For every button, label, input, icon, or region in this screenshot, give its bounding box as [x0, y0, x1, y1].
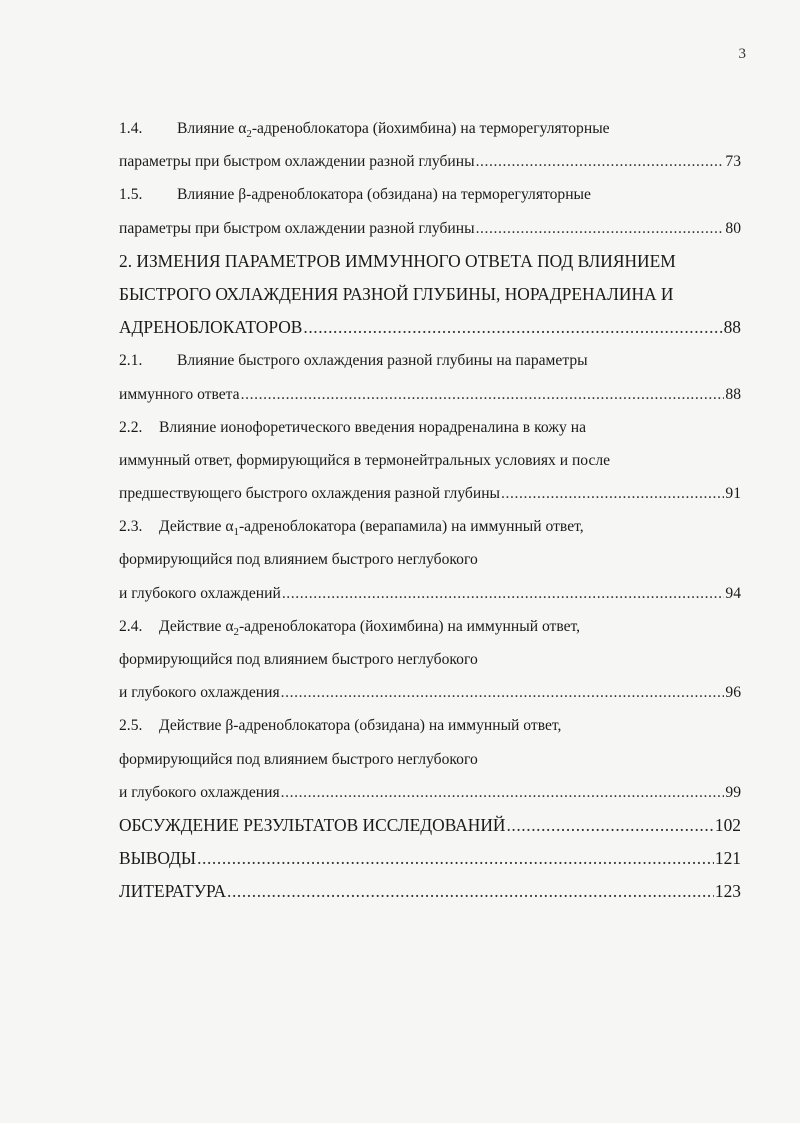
page-ref: 121 [714, 848, 741, 869]
section-title-part: -адреноблокатора (йохимбина) на терморегуляторные [251, 120, 610, 137]
section-title-cont: и глубокого охлаждений [119, 584, 281, 602]
page-ref: 80 [725, 219, 741, 237]
discussion-title: ОБСУЖДЕНИЕ РЕЗУЛЬТАТОВ ИССЛЕДОВАНИЙ [119, 814, 506, 835]
page-ref: 96 [725, 684, 741, 702]
toc-entry-2-5-line3 [119, 776, 741, 809]
subscript: 2 [233, 625, 239, 638]
toc-entry-2-2-line3 [119, 477, 741, 510]
toc-entry-2-4-line2: формирующийся под влиянием быстрого неглубокого [119, 651, 478, 668]
section-title-cont: и глубокого охлаждения [119, 684, 280, 702]
section-title-cont: предшествующего быстрого охлаждения разной глубины [119, 485, 501, 503]
section-number: 1.4. [119, 120, 143, 137]
section-number: 1.5. [119, 186, 143, 204]
section-title-part: -адреноблокатора (йохимбина) на иммунный ответ, [238, 617, 581, 635]
section-title-cont: иммунного ответа [119, 385, 240, 403]
toc-entry-2-4-line1 [119, 610, 741, 643]
page-ref: 123 [714, 881, 741, 902]
toc-entry-2-3-line2: формирующийся под влиянием быстрого неглубокого [119, 551, 478, 569]
page-ref: 88 [723, 317, 741, 338]
section-title: Влияние β-адреноблокатора (обзидана) на терморегуляторные [177, 186, 591, 204]
toc-entry-1-4-line2 [119, 145, 741, 178]
dot-leader [501, 477, 724, 510]
subscript: 1 [233, 526, 239, 539]
toc-entry-2-2-line2: иммунный ответ, формирующийся в термонейтральных условиях и после [119, 451, 611, 469]
section-title-cont: параметры при быстром охлаждении разной глубины [119, 153, 475, 171]
page-ref: 102 [714, 814, 741, 835]
toc-entry-1-5-line1 [119, 178, 741, 211]
subscript: 2 [246, 128, 252, 141]
dot-leader [281, 676, 725, 709]
section-number: 2.4. [119, 617, 143, 635]
toc-entry-2-4-line3 [119, 676, 741, 709]
section-title: Влияние ионофоретического введения норадреналина в кожу на [159, 418, 586, 436]
toc-chapter-2-line2: БЫСТРОГО ОХЛАЖДЕНИЯ РАЗНОЙ ГЛУБИНЫ, НОРАДРЕНАЛИНА И [119, 283, 674, 304]
toc-chapter-2-line1: 2. ИЗМЕНИЯ ПАРАМЕТРОВ ИММУННОГО ОТВЕТА ПОД ВЛИЯНИЕМ [119, 250, 676, 271]
page-ref: 94 [725, 584, 741, 602]
section-title-cont: и глубокого охлаждения [119, 783, 280, 801]
toc-entry-2-5-line2: формирующийся под влиянием быстрого неглубокого [119, 750, 478, 768]
conclusions-title: ВЫВОДЫ [119, 848, 197, 869]
dot-leader [227, 875, 714, 908]
page-ref: 91 [725, 485, 741, 503]
section-title: Действие β-адреноблокатора (обзидана) на иммунный ответ, [159, 717, 562, 735]
dot-leader [476, 145, 725, 178]
page-ref: 99 [725, 783, 741, 801]
toc-entry-2-1-line1 [119, 344, 741, 377]
section-number: 2.2. [119, 418, 143, 436]
section-number: 2.1. [119, 352, 143, 370]
literature-title: ЛИТЕРАТУРА [119, 881, 227, 902]
toc-entry-2-3-line3 [119, 577, 741, 610]
section-title-cont: параметры при быстром охлаждении разной глубины [119, 219, 475, 237]
dot-leader [506, 809, 713, 842]
toc-literature [119, 875, 741, 908]
section-number: 2.5. [119, 717, 143, 735]
dot-leader [476, 212, 725, 245]
section-title-part: Влияние α [177, 120, 247, 137]
page-ref: 88 [725, 385, 741, 403]
section-title-part: -адреноблокатора (верапамила) на иммунный ответ, [238, 518, 584, 536]
dot-leader [282, 577, 725, 610]
section-title-part: Действие α [159, 617, 234, 635]
toc-conclusions [119, 842, 741, 875]
toc-entry-2-3-line1 [119, 510, 741, 543]
toc-discussion [119, 809, 741, 842]
dot-leader [241, 378, 725, 411]
section-title: Влияние быстрого охлаждения разной глубины на параметры [177, 352, 588, 370]
toc-entry-2-5-line1 [119, 709, 741, 742]
page-number: 3 [738, 46, 746, 62]
section-number: 2.3. [119, 518, 143, 536]
dot-leader [197, 842, 714, 875]
chapter-title-cont: АДРЕНОБЛОКАТОРОВ [119, 317, 303, 338]
toc-entry-2-2-line1 [119, 411, 741, 444]
toc-entry-1-4-line1 [119, 112, 741, 145]
dot-leader [303, 311, 722, 344]
page-ref: 73 [725, 153, 741, 171]
table-of-contents [119, 112, 741, 909]
section-title-part: Действие α [159, 518, 234, 536]
dot-leader [281, 776, 725, 809]
toc-chapter-2-line3 [119, 311, 741, 344]
toc-entry-2-1-line2 [119, 378, 741, 411]
toc-entry-1-5-line2 [119, 212, 741, 245]
